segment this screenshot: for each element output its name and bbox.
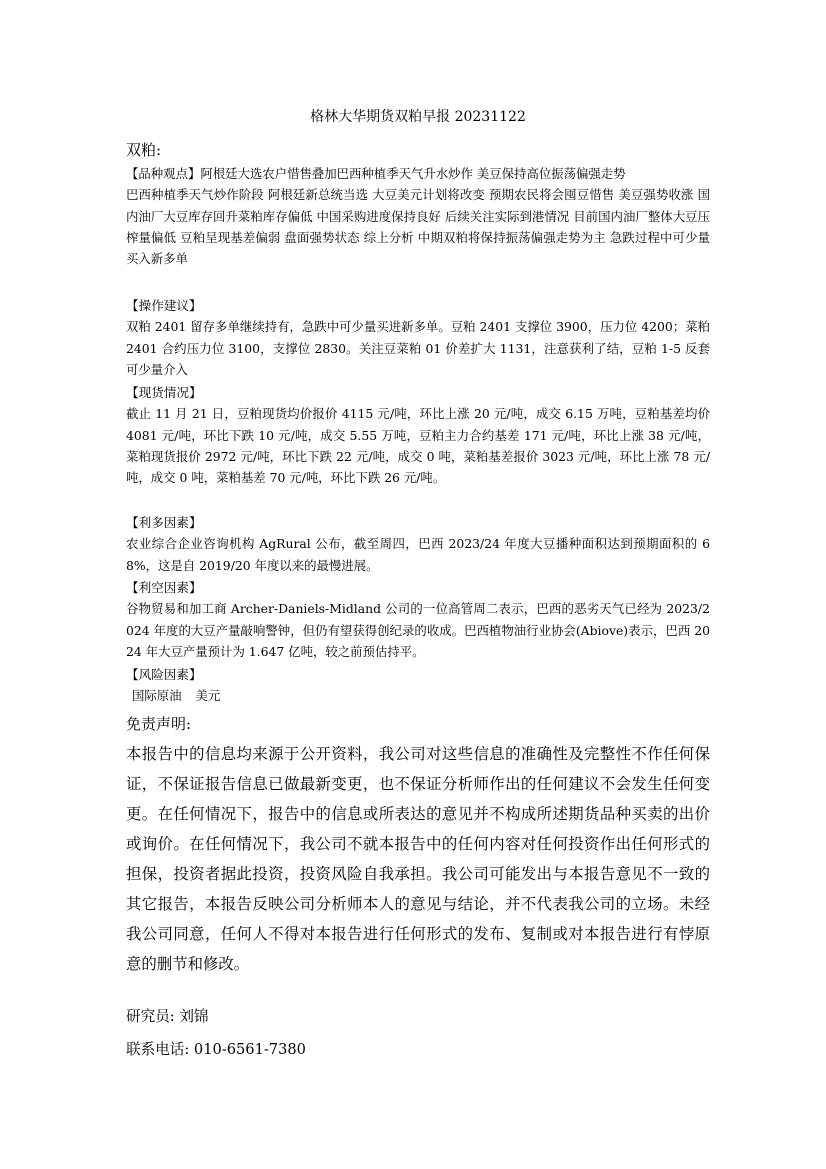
section-advice-text: 双粕 2401 留存多单继续持有，急跌中可少量买进新多单。豆粕 2401 支撑位 3900，压力位 4200；菜粕 2401 合约压力位 3100，支撑位 2830。关注豆菜粕 01 价差扩大 1131，注意获利了结，豆粕 1-5 反套可少量介入 bbox=[126, 319, 710, 377]
section-risk-heading: 【风险因素】 bbox=[126, 667, 202, 682]
section-view-heading: 【品种观点】阿根廷大选农户惜售叠加巴西种植季天气升水炒作 美豆保持高位振荡偏强走势 bbox=[126, 166, 626, 181]
section-advice-heading: 【操作建议】 bbox=[126, 298, 202, 313]
section-view bbox=[126, 163, 710, 269]
section-bearish-text: 谷物贸易和加工商 Archer-Daniels-Midland 公司的一位高管周二表示，巴西的恶劣天气已经为 2023/2024 年度的大豆产量敲响警钟，但仍有望获得创纪录的收成。巴西植物油行业协会(Abiove)表示，巴西 2024 年大豆产量预计为 1.647 亿吨，较之前预估持平。 bbox=[126, 601, 710, 659]
section-bearish-heading: 【利空因素】 bbox=[126, 580, 202, 595]
section-risk bbox=[126, 664, 710, 707]
section-advice bbox=[126, 295, 710, 380]
section-risk-text: 国际原油 美元 bbox=[132, 688, 221, 704]
section-view-text: 巴西种植季天气炒作阶段 阿根廷新总统当选 大豆美元计划将改变 预期农民将会囤豆惜售 美豆强势收涨 国内油厂大豆库存回升菜粕库存偏低 中国采购进度保持良好 后续关注实际到港情况 目前国内油厂整体大豆压榨量偏低 豆粕呈现基差偏弱 盘面强势状态 综上分析 中期双粕将保持振荡偏强走势为主 急跌过程中可少量买入新多单 bbox=[126, 187, 710, 267]
section-spot-text: 截止 11 月 21 日，豆粕现货均价报价 4115 元/吨，环比上涨 20 元/吨，成交 6.15 万吨，豆粕基差均价 4081 元/吨，环比下跌 10 元/吨，成交 5.55 万吨，豆粕主力合约基差 171 元/吨，环比上涨 38 元/吨，菜粕现货报价 2972 元/吨，环比下跌 22 元/吨，成交 0 吨，菜粕基差报价 3023 元/吨，环比上涨 78 元/吨，成交 0 吨，菜粕基差 70 元/吨，环比下跌 26 元/吨。 bbox=[126, 406, 710, 486]
disclaimer-label: 免责声明: bbox=[126, 715, 192, 733]
section-bullish-text: 农业综合企业咨询机构 AgRural 公布，截至周四，巴西 2023/24 年度大豆播种面积达到预期面积的 68%，这是自 2019/20 年度以来的最慢进展。 bbox=[126, 536, 710, 573]
section-bearish bbox=[126, 577, 710, 662]
section-bullish bbox=[126, 512, 710, 576]
report-title: 格林大华期货双粕早报 20231122 bbox=[310, 109, 526, 125]
disclaimer-text: 本报告中的信息均来源于公开资料，我公司对这些信息的准确性及完整性不作任何保证，不保证报告信息已做最新变更，也不保证分析师作出的任何建议不会发生任何变更。在任何情况下，报告中的信息或所表达的意见并不构成所述期货品种买卖的出价或询价。在任何情况下，我公司不就本报告中的任何内容对任何投资作出任何形式的担保，投资者据此投资，投资风险自我承担。我公司可能发出与本报告意见不一致的其它报告，本报告反映公司分析师本人的意见与结论，并不代表我公司的立场。未经我公司同意，任何人不得对本报告进行任何形式的发布、复制或对本报告进行有悖原意的删节和修改。 bbox=[126, 745, 710, 973]
section-spot bbox=[126, 382, 710, 488]
category-label: 双粕: bbox=[126, 141, 162, 159]
researcher-name: 研究员: 刘锦 bbox=[126, 1008, 209, 1025]
section-spot-heading: 【现货情况】 bbox=[126, 385, 202, 400]
contact-phone: 联系电话: 010-6561-7380 bbox=[126, 1041, 306, 1058]
section-bullish-heading: 【利多因素】 bbox=[126, 515, 202, 530]
